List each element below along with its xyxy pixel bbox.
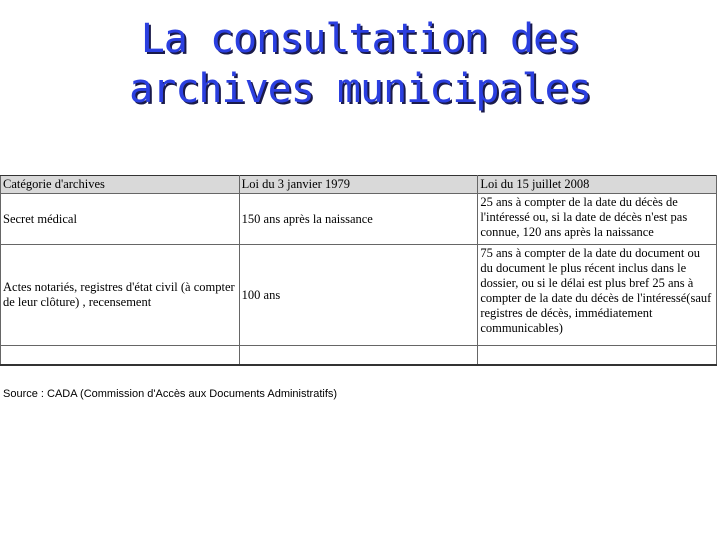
- title-line-1: La consultation des: [140, 16, 580, 62]
- table-cell: 150 ans après la naissance: [239, 194, 478, 245]
- source-note: Source : CADA (Commission d'Accès aux Documents Administratifs): [3, 388, 338, 400]
- column-header: Catégorie d'archives: [1, 176, 240, 194]
- table-row: [1, 346, 717, 366]
- table-cell: [1, 346, 240, 366]
- table-cell: 25 ans à compter de la date du décès de l'intéressé ou, si la date de décès n'est pas connue, 120 ans après la naissance: [478, 194, 717, 245]
- title-line-2: archives municipales: [129, 66, 591, 112]
- table-header-row: [1, 176, 717, 194]
- page-title: [0, 14, 720, 114]
- table-row: [1, 194, 717, 245]
- table-cell: 75 ans à compter de la date du document ou du document le plus récent inclus dans le dossier, ou si le délai est plus bref 25 ans à compter de la date du décès de l'intéressé(sauf registres de décès, immédiatement communicables): [478, 245, 717, 346]
- table-cell: [478, 346, 717, 366]
- table-cell: 100 ans: [239, 245, 478, 346]
- table-cell: [239, 346, 478, 366]
- column-header: Loi du 3 janvier 1979: [239, 176, 478, 194]
- archives-table: [0, 175, 717, 366]
- table-row: [1, 245, 717, 346]
- table-cell: Actes notariés, registres d'état civil (à compter de leur clôture) , recensement: [1, 245, 240, 346]
- table-cell: Secret médical: [1, 194, 240, 245]
- column-header: Loi du 15 juillet 2008: [478, 176, 717, 194]
